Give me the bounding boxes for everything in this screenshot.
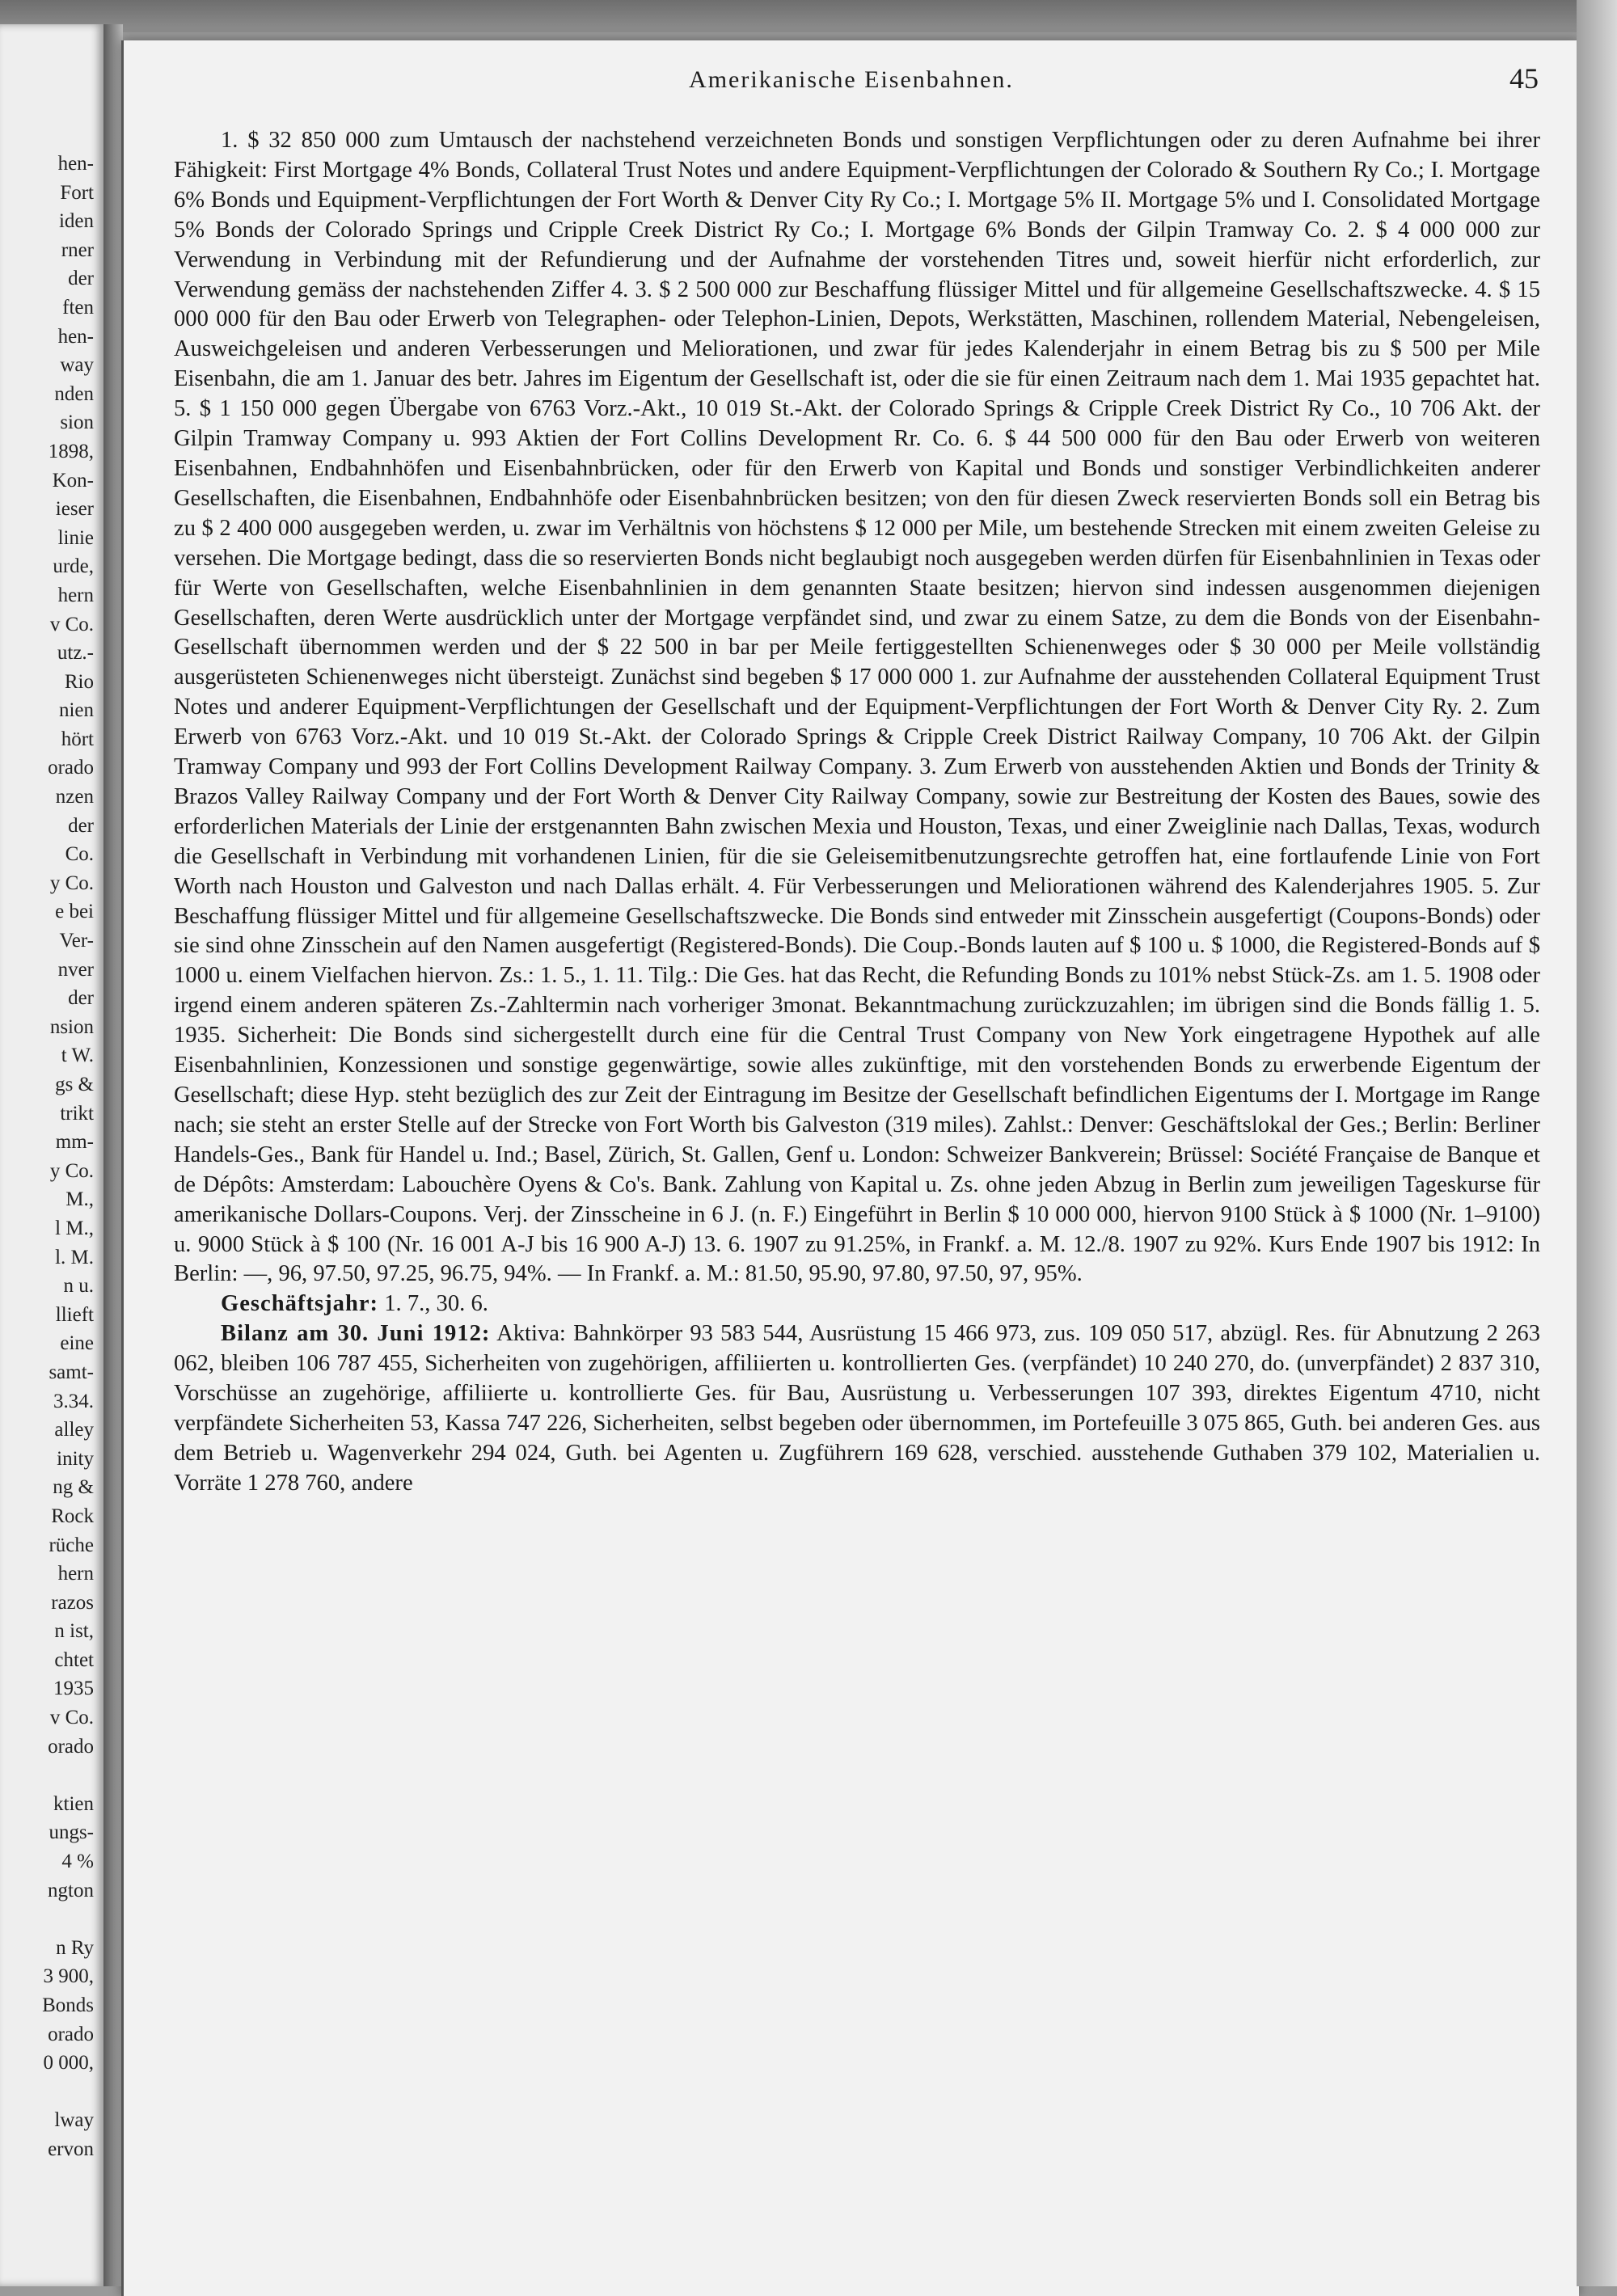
facing-page-line: rner: [61, 238, 94, 261]
page-header: [124, 61, 1579, 110]
facing-page-line: rüche: [49, 1534, 94, 1556]
facing-page-line: samt-: [49, 1361, 94, 1383]
page-number: 45: [1509, 62, 1539, 95]
facing-page-text-fragments: [0, 150, 103, 2164]
facing-page-line: e bei: [55, 901, 94, 923]
facing-page-line: mm-: [55, 1131, 94, 1154]
facing-page-line: gs &: [55, 1074, 94, 1095]
facing-page-line: 0 000,: [43, 2052, 94, 2074]
facing-page-line: [0, 1905, 103, 1934]
facing-page-line: nzen: [55, 786, 94, 808]
facing-page-line: 1898,: [48, 440, 94, 462]
facing-page-line: llieft: [55, 1303, 94, 1326]
balance-label: Bilanz am 30. Juni 1912:: [221, 1321, 491, 1347]
facing-page-line: nsion: [49, 1015, 94, 1038]
facing-page-line: M.,: [65, 1188, 94, 1211]
facing-page-line: Ver-: [59, 930, 94, 952]
facing-page-line: Rio: [64, 670, 94, 693]
facing-page-line: lway: [54, 2109, 94, 2132]
facing-page-line: y Co.: [49, 872, 94, 894]
fiscal-year-label: Geschäftsjahr:: [221, 1291, 379, 1317]
facing-page-line: orado: [48, 1735, 94, 1758]
fiscal-year-value: 1. 7., 30. 6.: [384, 1291, 488, 1317]
fiscal-year-paragraph: [174, 1289, 1540, 1319]
page-body: [174, 126, 1540, 1499]
facing-page-line: hern: [57, 584, 94, 606]
facing-page-line: der: [68, 268, 94, 290]
scan-top-edge: [0, 0, 1617, 32]
facing-page-edge: [0, 24, 103, 2286]
facing-page-line: way: [60, 354, 94, 377]
facing-page-line: nden: [54, 382, 94, 405]
facing-page-line: alley: [54, 1419, 94, 1441]
balance-paragraph: [174, 1319, 1540, 1498]
facing-page-line: hen-: [57, 325, 94, 348]
facing-page-line: [0, 2078, 103, 2107]
facing-page-line: n Ry: [56, 1936, 94, 1959]
facing-page-line: 3 900,: [43, 1965, 94, 1988]
facing-page-line: ktien: [53, 1792, 94, 1815]
facing-page-line: ervon: [48, 2138, 94, 2160]
facing-page-line: hen-: [57, 153, 94, 175]
bond-issue-paragraph: 1. $ 32 850 000 zum Umtausch der nachstehend verzeichneten Bonds und sonstigen Verpflichtungen oder zu deren Aufnahme bei ihrer Fähigkeit: First Mortgage 4% Bonds, Collateral Trust Notes und andere Equipment-Verpflichtungen der Colorado & Southern Ry Co.; I. Mortgage 6% Bonds und Equipment-Verpflichtungen der Fort Worth & Denver City Ry Co.; I. Mortgage 5% II. Mortgage 5% und I. Consolidated Mortgage 5% Bonds der Colorado Springs und Cripple Creek District Ry Co.; I. Mortgage 6% Bonds der Gilpin Tramway Co. 2. $ 4 000 000 zur Verwendung in Verbindung mit der Refundierung und der Aufnahme der vorstehenden Titres und, soweit hierfür nicht erforderlich, zur Verwendung gemäss der nachstehenden Ziffer 4. 3. $ 2 500 000 zur Beschaffung flüssiger Mittel und für allgemeine Gesellschaftszwecke. 4. $ 15 000 000 für den Bau oder Erwerb von Telegraphen- oder Telephon-Linien, Depots, Werkstätten, Maschinen, rollendem Material, Nebengeleisen, Ausweichgeleisen und anderen Verbesserungen und Meliorationen, und zwar für jedes Kalenderjahr in einem Betrag bis zu $ 500 per Mile Eisenbahn, die am 1. Januar des betr. Jahres im Eigentum der Gesellschaft ist, oder die sie für einen Zeitraum nach dem 1. Mai 1935 gepachtet hat. 5. $ 1 150 000 gegen Übergabe von 6763 Vorz.-Akt., 10 019 St.-Akt. der Colorado Springs & Cripple Creek District Ry Co., 10 706 Akt. der Gilpin Tramway Company u. 993 Aktien der Fort Collins Development Rr. Co. 6. $ 44 500 000 für den Bau oder Erwerb von weiteren Eisenbahnen, Endbahnhöfen und Eisenbahnbrücken, oder für den Erwerb von Kapital und Bonds und sonstiger Verbindlichkeiten anderer Gesellschaften, die Eisenbahnen, Endbahnhöfe oder Eisenbahnbrücken besitzen; von den für diesen Zweck reservierten Bonds soll ein Betrag bis zu $ 2 400 000 ausgegeben werden, u. zwar im Verhältnis von höchstens $ 12 000 per Mile, um bestehende Strecken mit einem zweiten Geleise zu versehen. Die Mortgage bedingt, dass die so reservierten Bonds nicht beglaubigt noch ausgegeben werden dürfen für Eisenbahnlinien in Texas oder für Werte von Gesellschaften, welche Eisenbahnlinien in dem genannten Staate besitzen; hiervon sind indessen ausgenommen diejenigen Gesellschaften, deren Werte ausdrücklich unter der Mortgage verpfändet sind, und zwar zu einem Satze, zu dem die Bonds von der Eisenbahn-Gesellschaft übernommen werden und der $ 22 500 in bar per Meile fertiggestellten Schienenweges oder $ 30 000 per Meile vollständig ausgerüsteten Schienenweges nicht übersteigt. Zunächst sind begeben $ 17 000 000 1. zur Aufnahme der ausstehenden Collateral Equipment Trust Notes und anderer Equipment-Verpflichtungen der Gesellschaft und der Equipment-Verpflichtungen der Fort Worth & Denver City Ry. 2. Zum Erwerb von 6763 Vorz.-Akt. und 10 019 St.-Akt. der Colorado Springs & Cripple Creek District Railway Company, 10 706 Akt. der Gilpin Tramway Company und 993 der Fort Collins Development Railway Company. 3. Zum Erwerb von ausstehenden Aktien und Bonds der Trinity & Brazos Valley Railway Company und der Fort Worth & Denver City Railway Company, sowie zur Bestreitung der Kosten des Baues, sowie des erforderlichen Materials der Linie der erstgenannten Bahn zwischen Mexia und Houston, Texas, und einer Zweiglinie nach Dallas, Texas, wodurch die Gesellschaft in Verbindung mit vorhandenen Linien, für die sie Geleisemitbenutzungsrechte getroffen hat, eine fortlaufende Linie von Fort Worth nach Houston und Galveston und nach Dallas erhält. 4. Für Verbesserungen und Meliorationen während des Kalenderjahres 1905. 5. Zur Beschaffung flüssiger Mittel und für allgemeine Gesellschaftszwecke. Die Bonds sind entweder mit Zinsschein ausgefertigt (Coupons-Bonds) oder sie sind ohne Zinsschein auf den Namen ausgefertigt (Registered-Bonds). Die Coup.-Bonds lauten auf $ 100 u. $ 1000, die Registered-Bonds auf $ 1000 u. einem Vielfachen hiervon. Zs.: 1. 5., 1. 11. Tilg.: Die Ges. hat das Recht, die Refunding Bonds zu 101% nebst Stück-Zs. am 1. 5. 1908 oder irgend einem anderen späteren Zs.-Zahltermin nach vorheriger 3monat. Bekanntmachung zurückzuzahlen; im übrigen sind die Bonds fällig 1. 5. 1935. Sicherheit: Die Bonds sind sichergestellt durch eine für die Central Trust Company von New York eingetragene Hypothek auf alle Eisenbahnlinien, Konzessionen und sonstige gegenwärtige, sowie alles zukünftige, mit den vorstehenden Bonds zu erwerbende Eigentum der Gesellschaft; diese Hyp. steht bezüglich des zur Zeit der Eintragung im Besitze der Gesellschaft befindlichen Eigentums der I. Mortgage im Range nach; sie steht an erster Stelle auf der Strecke von Fort Worth bis Galveston (319 miles). Zahlst.: Denver: Geschäftslokal der Ges.; Berlin: Berliner Handels-Ges., Bank für Handel u. Ind.; Basel, Zürich, St. Gallen, Genf u. London: Schweizer Bankverein; Brüssel: Société Française de Banque et de Dépôts: Amsterdam: Labouchère Oyens & Co's. Bank. Zahlung von Kapital u. Zs. ohne jeden Abzug in Berlin zum jeweiligen Tageskurse für amerikanische Dollars-Coupons. Verj. der Zinsscheine in 6 J. (n. F.) Eingeführt in Berlin $ 10 000 000, hiervon 9100 Stück à $ 1000 (Nr. 1–9100) u. 9000 Stück à $ 100 (Nr. 16 001 A-J bis 16 900 A-J) 13. 6. 1907 zu 91.25%, in Frankf. a. M. 12./8. 1907 zu 92%. Kurs Ende 1907 bis 1912: In Berlin: —, 96, 97.50, 97.25, 96.75, 94%. — In Frankf. a. M.: 81.50, 95.90, 97.80, 97.50, 97, 95%.: [174, 128, 1540, 1287]
facing-page-line: v Co.: [49, 1707, 94, 1729]
facing-page-line: n u.: [63, 1275, 94, 1298]
facing-page-line: l. M.: [55, 1246, 94, 1268]
facing-page-line: 4 %: [61, 1851, 94, 1873]
facing-page-line: v Co.: [49, 613, 94, 635]
facing-page-line: Kon-: [52, 469, 94, 492]
facing-page-line: der: [68, 987, 94, 1010]
facing-page-line: razos: [51, 1591, 94, 1614]
facing-page-line: iden: [58, 210, 94, 233]
facing-page-line: orado: [48, 757, 94, 779]
facing-page-line: linie: [57, 526, 94, 549]
facing-page-line: ngton: [48, 1879, 94, 1901]
balance-text: Aktiva: Bahnkörper 93 583 544, Ausrüstung 15 466 973, zus. 109 050 517, abzügl. Res. für Abnutzung 2 263 062, bleiben 106 787 455, Sicherheiten von zugehörigen, affiliierten u. kontrollierten Ges. (verpfändet) 10 240 270, do. (unverpfändet) 2 837 310, Vorschüsse an zugehörige, affiliierte u. kontrollierte Ges. für Bau, Ausrüstung u. Verbesserungen 107 393, direktes Eigentum 4710, nicht verpfändete Sicherheiten 53, Kassa 747 226, Sicherheiten, selbst begeben oder übernommen, im Portefeuille 3 075 865, Guth. bei anderen Ges. aus dem Betrieb u. Wagenverkehr 294 024, Guth. bei Agenten u. Zugführern 169 628, verschied. ausstehende Guthaben 379 102, Materialien u. Vorräte 1 278 760, andere: [174, 1321, 1540, 1496]
facing-page-line: chtet: [54, 1648, 94, 1671]
facing-page-line: Co.: [65, 843, 94, 866]
facing-page-line: 1935: [53, 1678, 94, 1700]
facing-page-line: Fort: [60, 181, 94, 204]
book-gutter: [103, 24, 123, 2286]
facing-page-line: 3.34.: [53, 1390, 94, 1412]
facing-page-line: hern: [57, 1563, 94, 1585]
facing-page-line: t W.: [61, 1045, 94, 1067]
facing-page-line: der: [68, 814, 94, 837]
facing-page-line: orado: [48, 2023, 94, 2045]
facing-page-line: y Co.: [49, 1159, 94, 1182]
facing-page-line: sion: [60, 412, 94, 434]
facing-page-line: urde,: [53, 555, 94, 578]
facing-page-line: trikt: [60, 1102, 94, 1125]
scan-right-edge: [1577, 0, 1617, 2286]
facing-page-line: ieser: [55, 498, 94, 521]
facing-page-line: Rock: [51, 1505, 94, 1527]
facing-page-line: ungs-: [49, 1821, 94, 1844]
facing-page-line: l M.,: [55, 1217, 94, 1239]
facing-page-line: inity: [57, 1447, 94, 1470]
facing-page-line: ng &: [53, 1476, 94, 1499]
facing-page-line: utz.-: [57, 642, 94, 665]
book-page: [121, 40, 1579, 2296]
facing-page-line: Bonds: [42, 1994, 94, 2016]
facing-page-line: hört: [61, 728, 94, 750]
facing-page-line: ften: [62, 296, 94, 319]
facing-page-line: nien: [58, 699, 94, 722]
facing-page-line: [0, 1761, 103, 1790]
running-title: Amerikanische Eisenbahnen.: [689, 66, 1014, 93]
facing-page-line: eine: [60, 1332, 94, 1355]
facing-page-line: n ist,: [54, 1620, 94, 1643]
facing-page-line: nver: [57, 958, 94, 981]
